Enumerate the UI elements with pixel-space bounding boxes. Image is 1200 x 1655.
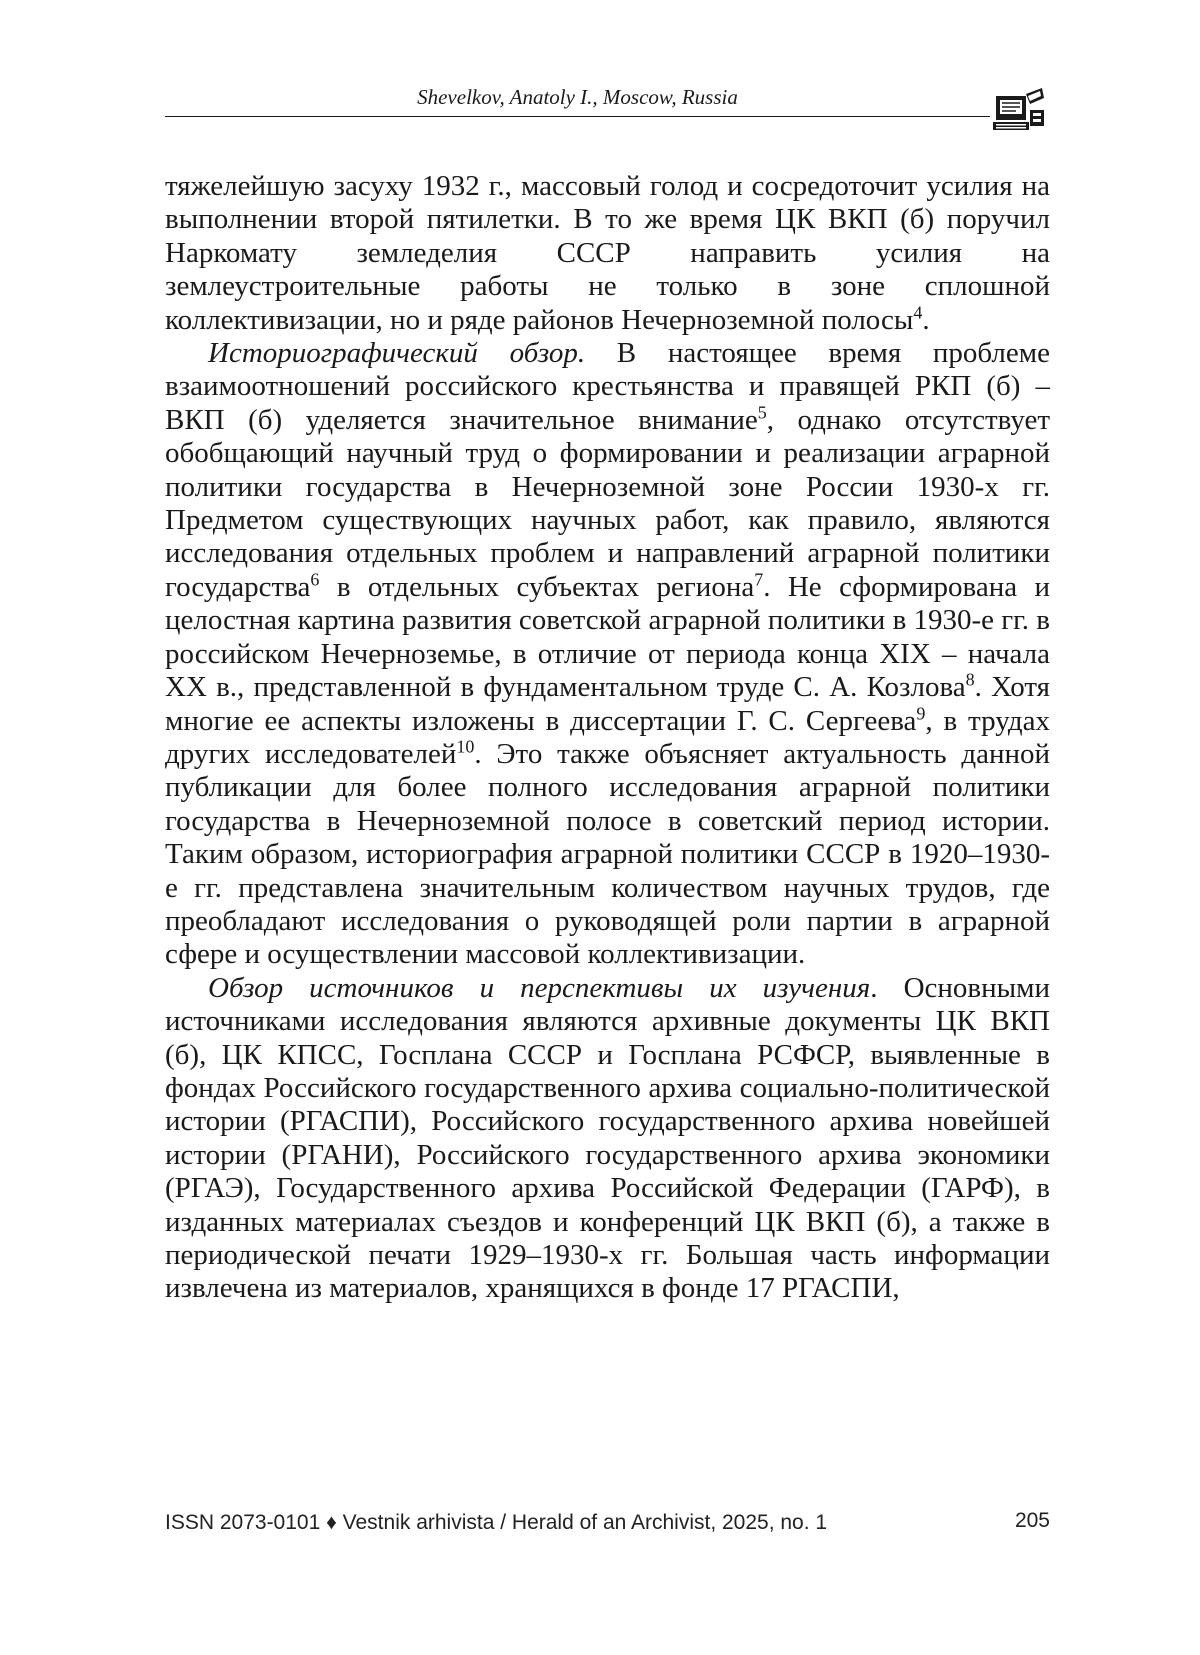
header-divider <box>165 116 990 117</box>
footnote-marker-5: 5 <box>757 402 767 423</box>
footnote-marker-8: 8 <box>965 669 975 690</box>
article-body <box>165 170 1050 1306</box>
paragraph-text: . Основными источниками исследования являются архивные документы ЦК ВКП (б), ЦК КПСС, Госплана СССР и Госплана РСФСР, выявленные в фондах Российского государственного архива социально-политической истории (РГАСПИ), Российского государственного архива новейшей истории (РГАНИ), Российского государственного архива экономики (РГАЭ), Государственного архива Российской Федерации (ГАРФ), в изданных материалах съездов и конференций ЦК ВКП (б), а также в периодической печати 1929–1930-х гг. Большая часть информации извлечена из материалов, хранящихся в фонде 17 РГАСПИ, <box>165 971 1050 1305</box>
paragraph-text: . Хотя многие ее аспекты изложены в диссертации Г. С. Сергеева <box>165 671 1050 737</box>
paragraph-historiography <box>165 337 1050 972</box>
footnote-marker-7: 7 <box>754 569 764 590</box>
paragraph-text: , однако отсутствует обобщающий научный труд о формировании и реализации аграрной политики государства в Нечерноземной зоне России 1930-х гг. Предметом существующих научных работ, как правило, являются исследования отдельных проблем и направлений аграрной политики государства <box>165 403 1050 603</box>
archive-computer-icon <box>990 84 1050 144</box>
paragraph-sources <box>165 972 1050 1306</box>
running-header-author: Shevelkov, Anatoly I., Moscow, Russia <box>417 85 738 109</box>
paragraph-text: . Это также объясняет актуальность данной публикации для более полного исследования аграрной политики государства в Нечерноземной полосе в советский период истории. Таким образом, историография аграрной политики СССР в 1920–1930-е гг. представлена значительным количеством научных трудов, где преобладают исследования о руководящей роли партии в аграрной сфере и осуществлении массовой коллективизации. <box>165 737 1051 971</box>
paragraph-text: тяжелейшую засуху 1932 г., массовый голод и сосредоточит усилия на выполнении второй пятилетки. В то же время ЦК ВКП (б) поручил Наркомату земледелия СССР направить усилия на землеустроительные работы не только в зоне сплошной коллективизации, но и ряде районов Нечерноземной полосы <box>165 170 1050 336</box>
paragraph-text: . Не сформирована и целостная картина развития советской аграрной политики в 1930-е гг. в российском Нечерноземье, в отличие от периода конца XIX – начала XX в., представленной в фундаментальном труде С. А. Козлова <box>165 570 1051 704</box>
footnote-marker-9: 9 <box>916 702 926 723</box>
paragraph-text: , в трудах других исследователей <box>165 704 1050 770</box>
paragraph-text: . <box>922 303 930 336</box>
paragraph-text: в отдельных субъектах региона <box>319 570 755 603</box>
footnote-marker-4: 4 <box>913 301 923 322</box>
paragraph-text: В настоящее время проблеме взаимоотношений российского крестьянства и правящей РКП (б) – ВКП (б) уделяется значительное внимание <box>165 337 1050 436</box>
paragraph-1 <box>165 170 1050 337</box>
footnote-marker-10: 10 <box>456 736 475 757</box>
footnote-marker-6: 6 <box>310 569 320 590</box>
page-number: 205 <box>1014 1509 1050 1532</box>
journal-footer: ISSN 2073-0101 ♦ Vestnik arhivista / Herald of an Archivist, 2025, no. 1 <box>165 1511 828 1534</box>
section-heading-historiography: Историографический обзор. <box>208 337 586 370</box>
section-heading-sources: Обзор источников и перспективы их изучения <box>208 971 871 1004</box>
